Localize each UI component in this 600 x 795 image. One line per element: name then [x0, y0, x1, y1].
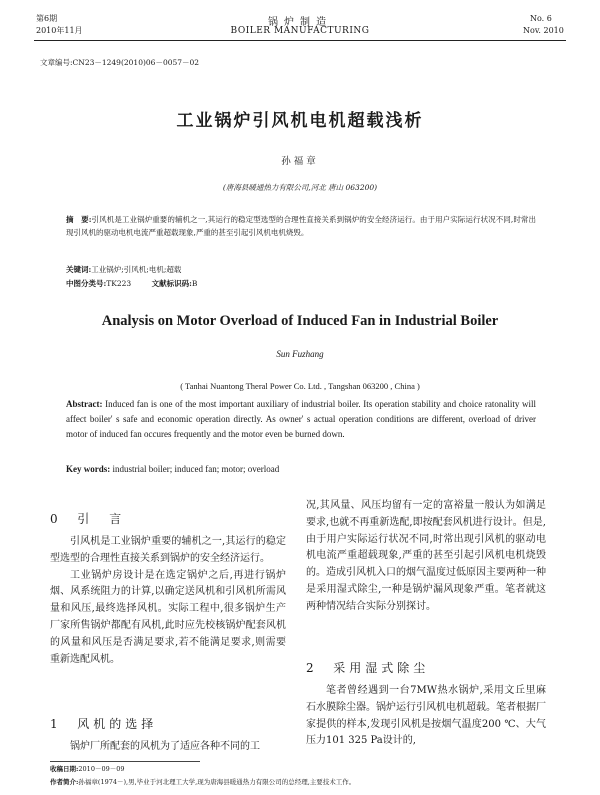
abstract-cn-label: 摘 要: [66, 215, 92, 224]
section-2-number: 2 [306, 661, 318, 675]
abstract-en-label: Abstract: [66, 399, 103, 409]
article-id: 文章编号:CN23－1249(2010)06－0057－02 [40, 58, 200, 67]
abstract-en [66, 397, 536, 442]
abstract-cn-text: 引风机是工业锅炉重要的辅机之一,其运行的稳定型选型的合理性直接关系到锅炉的安全经济运行。由于用户实际运行状况不同,时常出现引风机的驱动电机电流严重超载现象,严重的甚至引起引风机电机烧毁。 [66, 215, 536, 237]
affiliation-en: ( Tanhai Nuantong Theral Power Co. Ltd. , Tangshan 063200 , China ) [180, 381, 420, 391]
left-column-section1 [50, 739, 286, 756]
keywords-cn-text: 工业锅炉;引风机;电机;超载 [91, 265, 182, 274]
paragraph-right-1: 况,其风量、风压均留有一定的富裕量一般认为如满足要求,也就不再重新选配,即按配套风机进行设计。但是,由于用户实际运行状况不同,时常出现引风机的驱动电机电流严重超载现象,严重的甚至引起引风机电机烧毁的。造成引风机入口的烟气温度过低原因主要两种一种是采用湿式除尘,一种是锅炉漏风现象严重。笔者就这两种情况结合实际分别探讨。 [306, 500, 546, 612]
paragraph-section1-1: 锅炉厂所配套的风机为了适应各种不同的工 [70, 741, 260, 752]
left-column-intro [50, 534, 286, 668]
author-info-label: 作者简介: [50, 778, 79, 786]
title-cn: 工业锅炉引风机电机超载浅析 [176, 111, 424, 131]
header-issue: 第6期 [36, 14, 58, 23]
header-date-en: Nov. 2010 [523, 26, 564, 35]
section-2-title: 采用湿式除尘 [333, 661, 430, 675]
paragraph-section2-1: 笔者曾经遇到一台7MW热水锅炉,采用文丘里麻石水膜除尘器。锅炉运行引风机电机超载。笔者根据厂家提供的样本,发现引风机是按烟气温度200 ℃、大气压力101 325 Pa设计的, [306, 685, 546, 747]
keywords-cn [66, 264, 536, 277]
doc-code-value: B [191, 279, 198, 288]
abstract-en-text: Induced fan is one of the most important auxiliary of industrial boiler. Its operation stability and choice ratonality will affect boiler' s safe and economic operation directly. As owner' s actual operation conditions are different, overload of driver motor of induced fan occures frequently and the motor even be burned down. [66, 399, 536, 439]
received-label: 收稿日期: [50, 765, 79, 773]
journal-title-cn: 锅炉制造 [268, 17, 332, 28]
section-0-heading [50, 510, 125, 527]
received-date: 2010－09－09 [78, 765, 125, 773]
header-date: 2010年11月 [36, 26, 83, 35]
clc-label: 中图分类号: [66, 279, 107, 288]
author-info-text: 孙福章(1974－),男,毕业于河北理工大学,现为唐海县暖通热力有限公司的总经理,主要技术工作。 [78, 778, 356, 786]
keywords-cn-label: 关键词: [66, 265, 92, 274]
affiliation-cn: (唐海县暖通热力有限公司,河北 唐山 063200) [222, 183, 378, 192]
classification-cn [66, 278, 536, 291]
section-2-heading [306, 659, 429, 676]
section-1-number: 1 [50, 717, 62, 731]
keywords-en-text: industrial boiler; induced fan; motor; overload [112, 464, 280, 474]
paragraph-intro-1: 引风机是工业锅炉重要的辅机之一,其运行的稳定型选型的合理性直接关系到锅炉的安全经济运行。 [50, 536, 286, 564]
section-0-title: 引 言 [77, 512, 126, 526]
paragraph-intro-2: 工业锅炉房设计是在选定锅炉之后,再进行锅炉烟、风系统阻力的计算,以确定送风机和引风机所需风量和风压,最终选择风机。实际工程中,很多锅炉生产厂家所售锅炉都配有风机,此时应先校核锅炉配套风机的风量和风压是否满足要求,若不能满足要求,则需要重新选配风机。 [50, 569, 286, 665]
section-0-number: 0 [50, 512, 62, 526]
keywords-en-label: Key words: [66, 464, 111, 474]
section-1-heading [50, 715, 157, 732]
header-rule [34, 40, 566, 41]
section-1-title: 风机的选择 [77, 717, 158, 731]
footnote-author [50, 777, 550, 788]
right-column-section2 [306, 683, 546, 750]
keywords-en [66, 462, 536, 477]
author-en: Sun Fuzhang [276, 349, 324, 359]
clc-value: TK223 [106, 279, 132, 288]
footnote-received [50, 764, 550, 775]
right-column-top [306, 498, 546, 616]
doc-code-label: 文献标识码: [151, 279, 192, 288]
author-cn: 孙福章 [281, 156, 319, 167]
journal-title-en: BOILER MANUFACTURING [230, 26, 370, 36]
title-en: Analysis on Motor Overload of Induced Fan in Industrial Boiler [101, 313, 499, 329]
header-issue-en: No. 6 [530, 14, 552, 23]
abstract-cn [66, 214, 536, 239]
footnote-rule [50, 761, 200, 762]
